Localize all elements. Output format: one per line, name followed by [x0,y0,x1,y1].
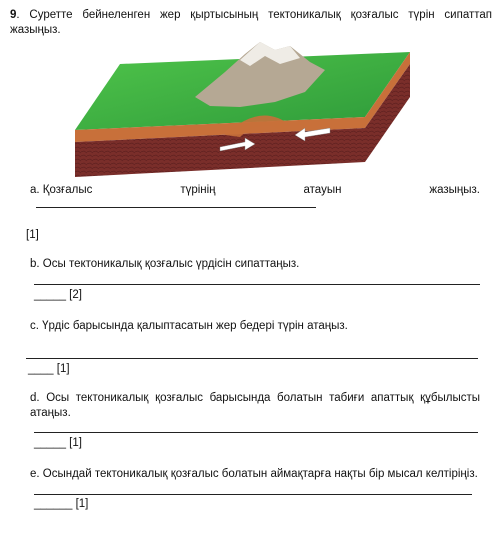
part-a-word-2: түрінің [180,184,216,196]
question-number: 9 [10,9,17,21]
part-a-word-1: a. Қозғалыс [30,184,93,196]
part-b-mark: _____ [2] [34,289,82,301]
part-b-text: b. Осы тектоникалық қозғалыс үрдісін сипаттаңыз. [30,258,300,270]
part-d-text: d. Осы тектоникалық қозғалыс барысында болатын табиғи апаттық құбылысты атаңыз. [30,392,480,419]
part-a-row [30,184,480,196]
part-a-mark: [1] [26,229,39,241]
answer-line-c[interactable] [26,358,478,359]
part-a-word-3: атауын [303,184,342,196]
tectonic-block-diagram [75,42,410,177]
answer-line-a[interactable] [36,207,316,208]
answer-line-e[interactable] [34,494,472,495]
part-c-mark: ____ [1] [28,363,70,375]
part-e-text: e. Осындай тектоникалық қозғалыс болатын аймақтарға нақты бір мысал келтіріңіз. [30,468,478,480]
part-a-word-4: жазыңыз. [429,184,480,196]
answer-line-b[interactable] [34,284,480,285]
part-d-mark: _____ [1] [34,437,82,449]
question-9-text: . Суретте бейнеленген жер қыртысының тектоникалық қозғалыс түрін сипаттап жазыңыз. [10,9,492,36]
part-e-mark: ______ [1] [34,498,89,510]
question-9 [10,8,492,38]
part-c-text: c. Үрдіс барысында қалыптасатын жер бедері түрін атаңыз. [30,320,348,332]
answer-line-d[interactable] [34,432,478,433]
